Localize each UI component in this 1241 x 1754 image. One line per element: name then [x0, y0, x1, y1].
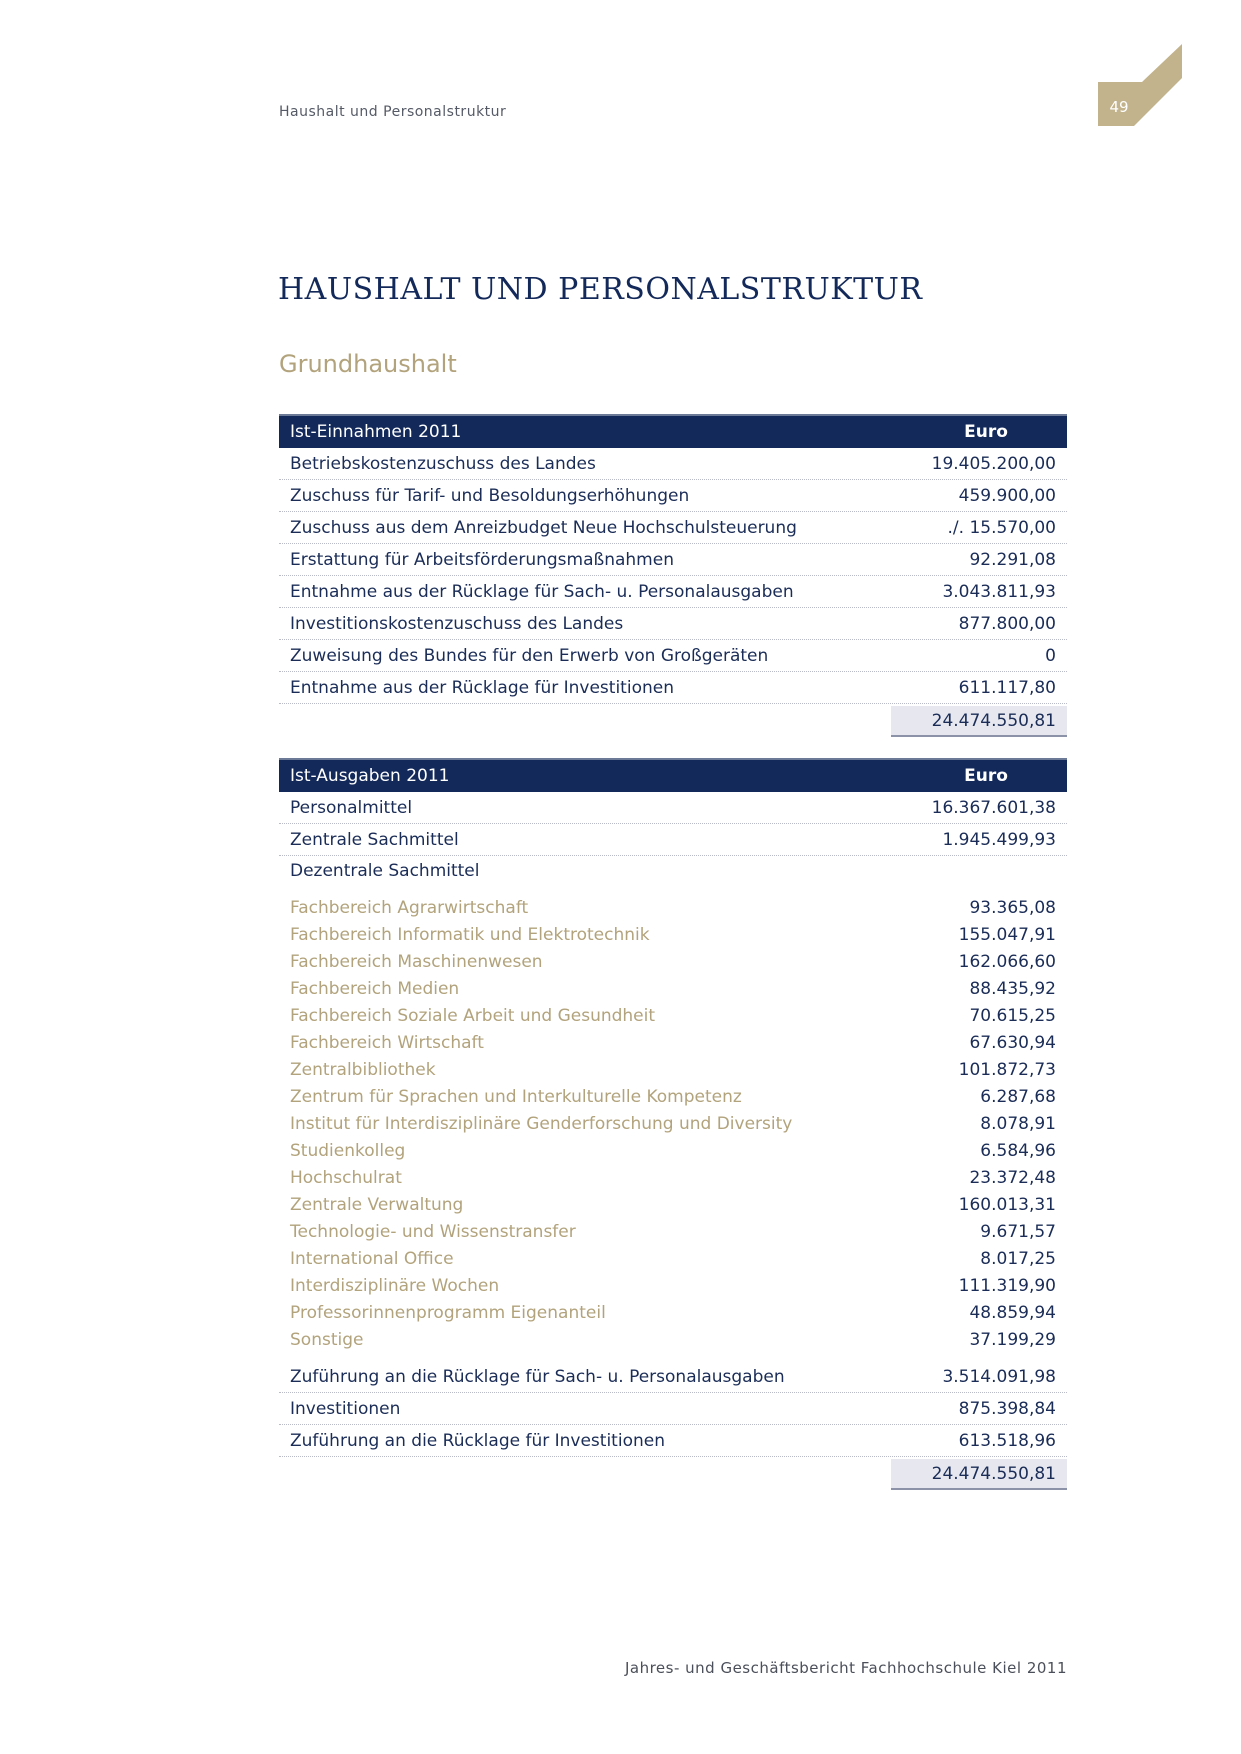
row-label: Technologie- und Wissenstransfer	[290, 1221, 576, 1242]
row-label: Fachbereich Maschinenwesen	[290, 951, 543, 972]
table-row	[279, 975, 1067, 1002]
expenses-header-unit: Euro	[964, 766, 1008, 786]
section-title: Grundhaushalt	[279, 350, 457, 378]
row-label: Hochschulrat	[290, 1167, 402, 1188]
income-table-header	[279, 414, 1067, 448]
row-value: 875.398,84	[958, 1399, 1056, 1419]
expenses-total-row	[279, 1457, 1067, 1491]
row-label: Investitionskostenzuschuss des Landes	[290, 614, 624, 634]
table-row	[279, 576, 1067, 608]
expenses-header-label: Ist-Ausgaben 2011	[290, 766, 450, 786]
row-value: 8.017,25	[980, 1248, 1056, 1269]
row-value: 111.319,90	[958, 1275, 1056, 1296]
table-row	[279, 448, 1067, 480]
row-value: 160.013,31	[958, 1194, 1056, 1215]
row-label: Entnahme aus der Rücklage für Sach- u. Personalausgaben	[290, 582, 794, 602]
table-row	[279, 1299, 1067, 1326]
row-label: Zuschuss für Tarif- und Besoldungserhöhungen	[290, 486, 690, 506]
row-label: Zuweisung des Bundes für den Erwerb von Großgeräten	[290, 646, 769, 666]
row-label: Zuführung an die Rücklage für Sach- u. Personalausgaben	[290, 1367, 785, 1387]
running-head: Haushalt und Personalstruktur	[279, 104, 507, 120]
row-value: 3.043.811,93	[942, 582, 1056, 602]
row-label: Fachbereich Agrarwirtschaft	[290, 897, 529, 918]
expenses-table-header	[279, 758, 1067, 792]
table-row	[279, 1191, 1067, 1218]
page-title: HAUSHALT UND PERSONALSTRUKTUR	[278, 272, 923, 307]
row-label: Zentrale Sachmittel	[290, 830, 459, 850]
row-value: 92.291,08	[969, 550, 1056, 570]
row-value: 155.047,91	[958, 924, 1056, 945]
table-row	[279, 1326, 1067, 1353]
row-value: 8.078,91	[980, 1113, 1056, 1134]
row-value: 70.615,25	[969, 1005, 1056, 1026]
expenses-table	[279, 758, 1067, 1491]
income-header-label: Ist-Einnahmen 2011	[290, 422, 462, 442]
table-row	[279, 1361, 1067, 1393]
row-label: International Office	[290, 1248, 454, 1269]
footer-text: Jahres- und Geschäftsbericht Fachhochschule Kiel 2011	[624, 1659, 1067, 1677]
table-row	[279, 1218, 1067, 1245]
row-value: 19.405.200,00	[931, 454, 1056, 474]
row-value: 23.372,48	[969, 1167, 1056, 1188]
row-label: Betriebskostenzuschuss des Landes	[290, 454, 596, 474]
row-label: Studienkolleg	[290, 1140, 406, 1161]
row-value: 16.367.601,38	[931, 798, 1056, 818]
row-value: 101.872,73	[958, 1059, 1056, 1080]
row-label: Fachbereich Wirtschaft	[290, 1032, 484, 1053]
table-row	[279, 1137, 1067, 1164]
table-row	[279, 1272, 1067, 1299]
row-value: 611.117,80	[958, 678, 1056, 698]
table-row	[279, 640, 1067, 672]
row-value: 88.435,92	[969, 978, 1056, 999]
table-row	[279, 512, 1067, 544]
row-label: Zuführung an die Rücklage für Investitionen	[290, 1431, 665, 1451]
row-label: Professorinnenprogramm Eigenanteil	[290, 1302, 606, 1323]
table-row	[279, 1002, 1067, 1029]
income-total: 24.474.550,81	[891, 706, 1067, 737]
row-value: 67.630,94	[969, 1032, 1056, 1053]
row-value: 48.859,94	[969, 1302, 1056, 1323]
table-row	[279, 672, 1067, 704]
table-row	[279, 1425, 1067, 1457]
income-table	[279, 414, 1067, 738]
row-label: Investitionen	[290, 1399, 401, 1419]
table-row	[279, 1029, 1067, 1056]
row-label: Zentralbibliothek	[290, 1059, 436, 1080]
table-row	[279, 824, 1067, 856]
income-header-unit: Euro	[964, 422, 1008, 442]
row-value: 3.514.091,98	[942, 1367, 1056, 1387]
table-row	[279, 1245, 1067, 1272]
table-row	[279, 921, 1067, 948]
row-label: Entnahme aus der Rücklage für Investitionen	[290, 678, 674, 698]
decentral-label: Dezentrale Sachmittel	[290, 861, 480, 881]
row-label: Interdisziplinäre Wochen	[290, 1275, 500, 1296]
table-row	[279, 1056, 1067, 1083]
expenses-total: 24.474.550,81	[891, 1459, 1067, 1490]
row-label: Zentrale Verwaltung	[290, 1194, 464, 1215]
row-value: 1.945.499,93	[942, 830, 1056, 850]
row-label: Fachbereich Soziale Arbeit und Gesundheit	[290, 1005, 656, 1026]
row-value: ./. 15.570,00	[947, 518, 1056, 538]
table-row	[279, 480, 1067, 512]
row-value: 162.066,60	[958, 951, 1056, 972]
table-row	[279, 1393, 1067, 1425]
row-value: 6.584,96	[980, 1140, 1056, 1161]
table-row	[279, 544, 1067, 576]
table-row	[279, 792, 1067, 824]
row-label: Fachbereich Medien	[290, 978, 460, 999]
table-row	[279, 1110, 1067, 1137]
decentral-heading	[279, 856, 1067, 886]
row-value: 613.518,96	[958, 1431, 1056, 1451]
row-label: Sonstige	[290, 1329, 364, 1350]
table-row	[279, 1164, 1067, 1191]
row-value: 0	[1045, 646, 1056, 666]
table-row	[279, 608, 1067, 640]
table-row	[279, 1083, 1067, 1110]
row-label: Erstattung für Arbeitsförderungsmaßnahmen	[290, 550, 674, 570]
table-row	[279, 894, 1067, 921]
row-value: 6.287,68	[980, 1086, 1056, 1107]
row-label: Fachbereich Informatik und Elektrotechnik	[290, 924, 650, 945]
income-total-row	[279, 704, 1067, 738]
row-value: 459.900,00	[958, 486, 1056, 506]
table-row	[279, 948, 1067, 975]
row-value: 877.800,00	[958, 614, 1056, 634]
page-number: 49	[1109, 98, 1129, 116]
row-value: 9.671,57	[980, 1221, 1056, 1242]
row-value: 93.365,08	[969, 897, 1056, 918]
row-label: Institut für Interdisziplinäre Genderforschung und Diversity	[290, 1113, 793, 1134]
row-label: Zuschuss aus dem Anreizbudget Neue Hochschulsteuerung	[290, 518, 797, 538]
row-label: Personalmittel	[290, 798, 413, 818]
row-value: 37.199,29	[969, 1329, 1056, 1350]
row-label: Zentrum für Sprachen und Interkulturelle Kompetenz	[290, 1086, 742, 1107]
